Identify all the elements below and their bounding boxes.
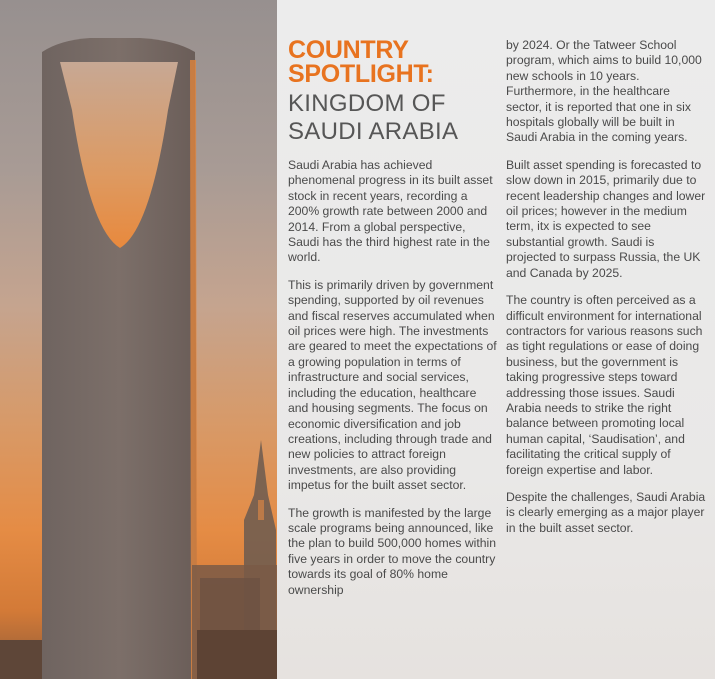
kingdom-centre-photo bbox=[0, 0, 277, 679]
subtitle-line-2: SAUDI ARABIA bbox=[288, 118, 459, 145]
paragraph: Despite the challenges, Saudi Arabia is clearly emerging as a major player in the built asset sector. bbox=[506, 489, 706, 535]
paragraph: This is primarily driven by government spending, supported by oil revenues and fiscal reserves accumulated when oil prices were high. The investments are geared to meet the expectations of a growing population in terms of infrastructure and social services, including the education, healthcare and housing segments. The focus on economic diversification and job creations, including through trade and new policies to attract foreign investments, are also providing impetus for the built asset sector. bbox=[288, 277, 497, 493]
paragraph: by 2024. Or the Tatweer School program, which aims to build 10,000 new schools in 10 years. Furthermore, in the healthcare sector, it is reported that one in six hospitals globally will be built in Saudi Arabia in the coming years. bbox=[506, 38, 702, 145]
title-line-2: SPOTLIGHT: bbox=[288, 60, 434, 88]
paragraph: Saudi Arabia has achieved phenomenal progress in its built asset stock in recent years, recording a 200% growth rate between 2000 and 2014. From a global perspective, Saudi has the third highest rate in the world. bbox=[288, 158, 493, 265]
body-column-1 bbox=[288, 158, 498, 610]
article-title bbox=[288, 38, 498, 86]
body-column-2 bbox=[506, 38, 706, 548]
article-subtitle bbox=[288, 90, 498, 146]
paragraph: The growth is manifested by the large scale programs being announced, like the plan to build 500,000 homes within five years in order to move the country towards its goal of 80% home ownership bbox=[288, 505, 497, 597]
skyline-illustration bbox=[0, 0, 277, 679]
subtitle-line-1: KINGDOM OF bbox=[288, 90, 446, 117]
paragraph: The country is often perceived as a difficult environment for international contractors for various reasons such as tight regulations or ease of doing business, but the government is taking progressive steps toward addressing those issues. Saudi Arabia needs to strike the right balance between promoting local human capital, ‘Saudisation’, and facilitating the critical supply of foreign expertise and labor. bbox=[506, 293, 703, 477]
title-line-1: COUNTRY bbox=[288, 36, 409, 64]
paragraph: Built asset spending is forecasted to slow down in 2015, primarily due to recent leadership changes and lower oil prices; however in the medium term, itx is expected to see substantial growth. Saudi is projected to surpass Russia, the UK and Canada by 2025. bbox=[506, 157, 706, 280]
